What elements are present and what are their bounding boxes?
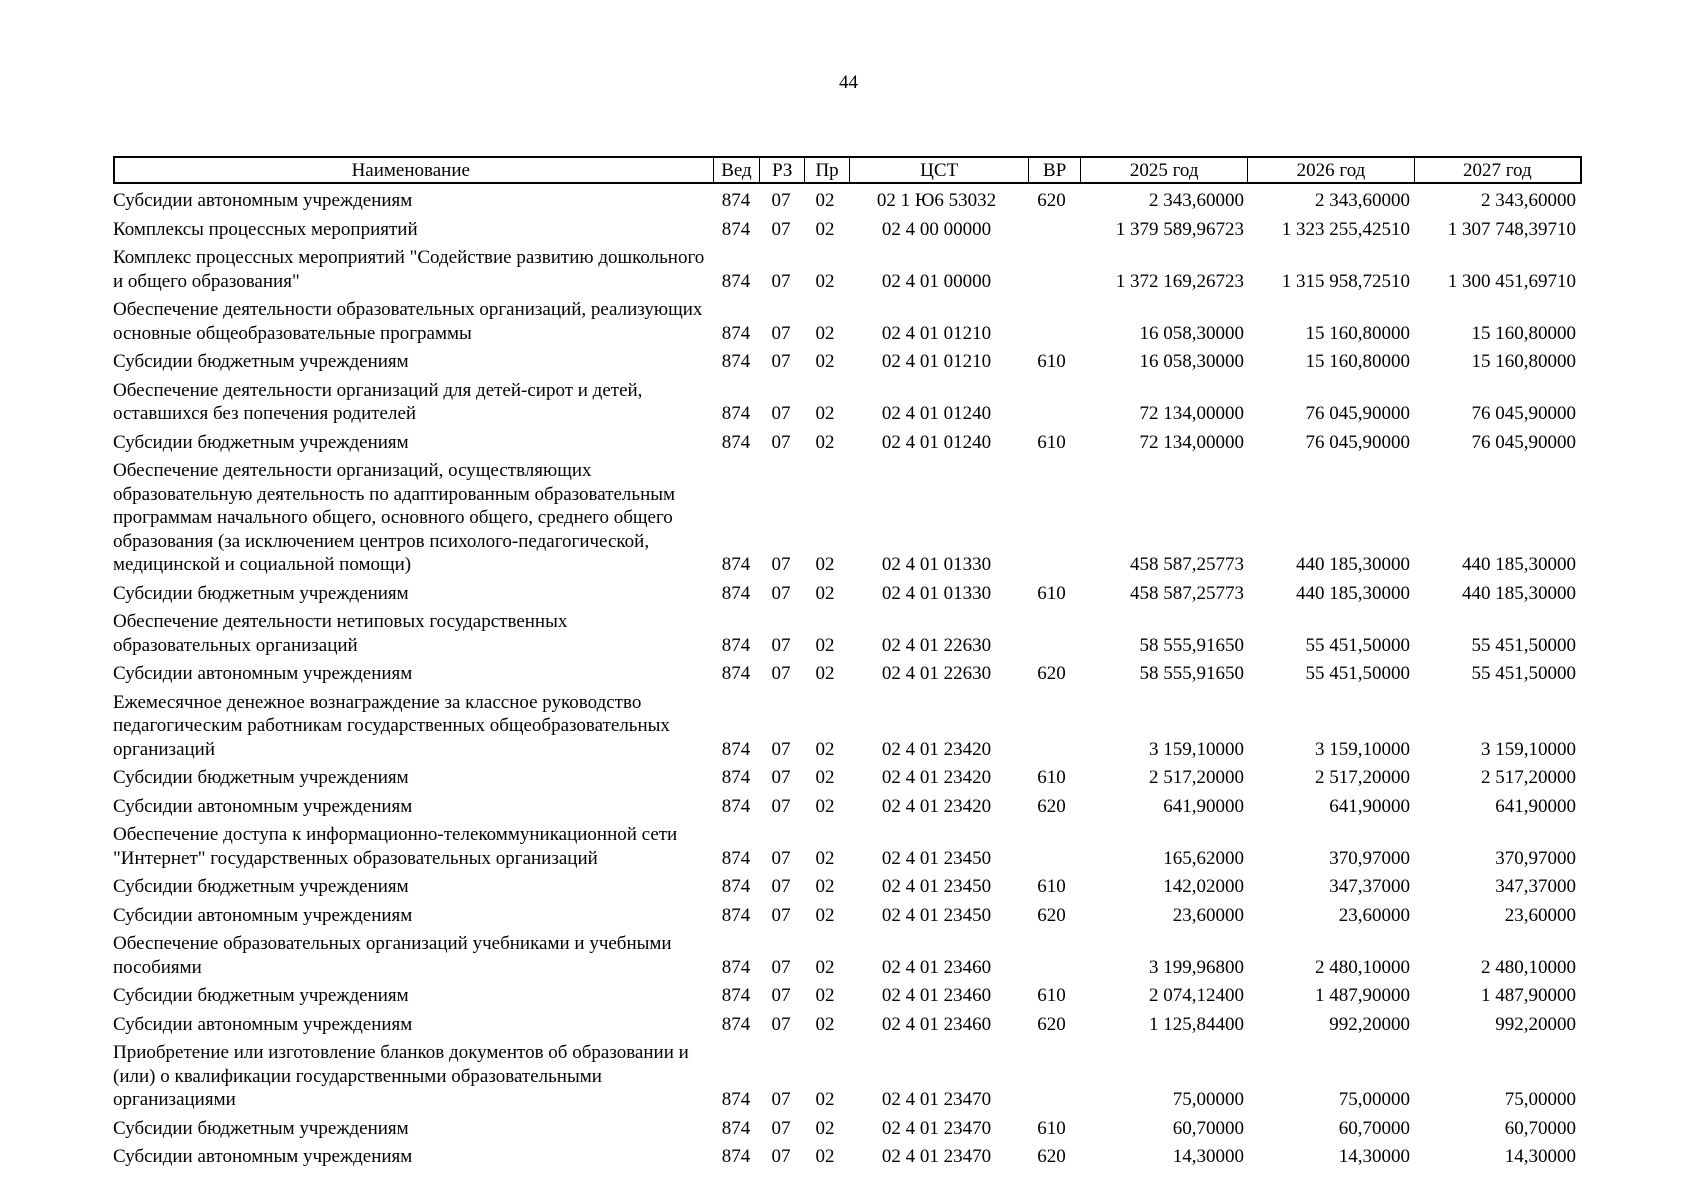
cell-rz: 07	[771, 218, 791, 240]
cell-ved: 874	[721, 904, 751, 926]
cell-cst: 02 4 01 23450	[881, 904, 992, 926]
cell-name: Субсидии автономным учреждениям	[113, 663, 413, 684]
cell-2025: 142,02000	[1163, 876, 1244, 897]
cell-2027: 370,97000	[1495, 847, 1576, 869]
cell-2025: 1 379 589,96723	[1115, 218, 1244, 240]
table-row	[113, 1041, 1582, 1112]
cell-2026: 1 315 958,72510	[1281, 270, 1410, 292]
cell-pr: 02	[815, 351, 835, 372]
cell-pr: 02	[815, 738, 835, 760]
cell-2025: 1 372 169,26723	[1115, 270, 1244, 292]
cell-2025: 16 058,30000	[1139, 322, 1244, 344]
cell-2026: 23,60000	[1338, 904, 1410, 926]
cell-rz: 07	[771, 351, 791, 372]
cell-name: Субсидии автономным учреждениям	[113, 190, 413, 211]
cell-2026: 2 480,10000	[1315, 956, 1410, 978]
cell-ved: 874	[721, 1013, 751, 1035]
page-number: 44	[839, 72, 858, 93]
cell-2027: 2 343,60000	[1481, 190, 1576, 211]
cell-name: Субсидии бюджетным учреждениям	[113, 1117, 409, 1139]
cell-2027: 3 159,10000	[1481, 738, 1576, 760]
cell-ved: 874	[721, 218, 751, 240]
cell-2026: 15 160,80000	[1305, 322, 1410, 344]
cell-2026: 440 185,30000	[1296, 554, 1410, 575]
cell-2025: 58 555,91650	[1139, 634, 1244, 656]
table-row	[113, 582, 1582, 606]
cell-2025: 14,30000	[1172, 1146, 1244, 1167]
cell-name: Обеспечение деятельности нетиповых государственных образовательных организаций	[113, 611, 568, 656]
cell-2027: 76 045,90000	[1471, 431, 1576, 453]
cell-vr: 620	[1037, 904, 1066, 926]
cell-rz: 07	[771, 1117, 791, 1139]
cell-pr: 02	[815, 582, 835, 604]
cell-pr: 02	[815, 1013, 835, 1035]
cell-pr: 02	[815, 554, 835, 575]
cell-cst: 02 4 01 23420	[881, 767, 992, 788]
cell-vr: 620	[1037, 795, 1066, 817]
cell-ved: 874	[721, 322, 751, 344]
cell-name: Ежемесячное денежное вознаграждение за классное руководство педагогическим работникам государственных общеобразовательных организаций	[113, 691, 670, 760]
cell-2027: 14,30000	[1504, 1146, 1576, 1167]
cell-ved: 874	[721, 738, 751, 760]
cell-rz: 07	[771, 795, 791, 817]
cell-rz: 07	[771, 322, 791, 344]
cell-vr: 610	[1037, 1117, 1066, 1139]
cell-rz: 07	[771, 403, 791, 424]
cell-name: Субсидии автономным учреждениям	[113, 795, 413, 817]
cell-vr: 610	[1037, 767, 1066, 788]
cell-ved: 874	[721, 270, 751, 292]
cell-2027: 15 160,80000	[1471, 322, 1576, 344]
cell-2027: 55 451,50000	[1471, 634, 1576, 656]
cell-2025: 641,90000	[1163, 795, 1244, 817]
cell-rz: 07	[771, 985, 791, 1006]
cell-2027: 1 307 748,39710	[1447, 218, 1576, 240]
cell-cst: 02 4 01 23450	[881, 847, 992, 869]
cell-pr: 02	[815, 985, 835, 1006]
cell-rz: 07	[771, 956, 791, 978]
cell-ved: 874	[721, 663, 751, 684]
cell-pr: 02	[815, 904, 835, 926]
header-cst: ЦСТ	[849, 158, 1028, 182]
header-2026: 2026 год	[1247, 158, 1413, 182]
cell-cst: 02 4 01 23470	[881, 1117, 992, 1139]
cell-vr: 620	[1037, 1146, 1066, 1167]
cell-vr: 610	[1037, 431, 1066, 453]
cell-2027: 2 480,10000	[1481, 956, 1576, 978]
cell-ved: 874	[721, 351, 751, 372]
cell-2026: 1 323 255,42510	[1281, 218, 1410, 240]
table-row	[113, 610, 1582, 657]
cell-vr: 610	[1037, 876, 1066, 897]
cell-name: Субсидии автономным учреждениям	[113, 1013, 413, 1035]
cell-cst: 02 4 01 23460	[881, 985, 992, 1006]
cell-ved: 874	[721, 876, 751, 897]
cell-name: Обеспечение доступа к информационно-телекоммуникационной сети "Интернет" государственных образовательных организаций	[113, 824, 678, 869]
table-row	[113, 459, 1582, 577]
cell-2026: 1 487,90000	[1315, 985, 1410, 1006]
header-vr: ВР	[1028, 158, 1080, 182]
cell-rz: 07	[771, 270, 791, 292]
table-row	[113, 1145, 1582, 1169]
table-row	[113, 904, 1582, 928]
cell-2026: 55 451,50000	[1305, 634, 1410, 656]
cell-cst: 02 4 01 01330	[881, 554, 992, 575]
table-row	[113, 189, 1582, 213]
cell-2026: 15 160,80000	[1305, 351, 1410, 372]
cell-2025: 2 074,12400	[1149, 985, 1244, 1006]
table-header	[113, 156, 1582, 184]
cell-pr: 02	[815, 431, 835, 453]
cell-2027: 992,20000	[1495, 1013, 1576, 1035]
header-rz: РЗ	[759, 158, 804, 182]
table-row	[113, 691, 1582, 762]
cell-ved: 874	[721, 847, 751, 869]
header-pr: Пр	[804, 158, 849, 182]
cell-2027: 440 185,30000	[1462, 582, 1576, 604]
cell-rz: 07	[771, 767, 791, 788]
table-row	[113, 875, 1582, 899]
cell-rz: 07	[771, 190, 791, 211]
cell-ved: 874	[721, 795, 751, 817]
cell-name: Субсидии бюджетным учреждениям	[113, 876, 409, 897]
budget-table	[113, 156, 1582, 1169]
cell-2025: 75,00000	[1172, 1089, 1244, 1110]
cell-rz: 07	[771, 663, 791, 684]
cell-2026: 55 451,50000	[1305, 663, 1410, 684]
cell-2027: 76 045,90000	[1471, 403, 1576, 424]
cell-2027: 60,70000	[1504, 1117, 1576, 1139]
cell-pr: 02	[815, 767, 835, 788]
table-row	[113, 823, 1582, 870]
cell-name: Приобретение или изготовление бланков документов об образовании и (или) о квалификации государственными образовательными организациями	[113, 1042, 689, 1110]
cell-cst: 02 1 Ю6 53032	[876, 190, 997, 211]
cell-cst: 02 4 01 22630	[881, 634, 992, 656]
cell-ved: 874	[721, 190, 751, 211]
cell-2026: 3 159,10000	[1315, 738, 1410, 760]
table-row	[113, 379, 1582, 426]
cell-rz: 07	[771, 1089, 791, 1110]
cell-ved: 874	[721, 403, 751, 424]
cell-rz: 07	[771, 1146, 791, 1167]
cell-cst: 02 4 01 23470	[881, 1146, 992, 1167]
cell-cst: 02 4 01 01240	[881, 403, 992, 424]
cell-pr: 02	[815, 1117, 835, 1139]
cell-2026: 14,30000	[1338, 1146, 1410, 1167]
cell-pr: 02	[815, 634, 835, 656]
cell-ved: 874	[721, 985, 751, 1006]
cell-rz: 07	[771, 738, 791, 760]
cell-2027: 55 451,50000	[1471, 663, 1576, 684]
cell-cst: 02 4 01 22630	[881, 663, 992, 684]
cell-cst: 02 4 01 23450	[881, 876, 992, 897]
cell-vr: 610	[1037, 582, 1066, 604]
cell-pr: 02	[815, 270, 835, 292]
cell-vr: 620	[1037, 663, 1066, 684]
header-ved: Вед	[713, 158, 760, 182]
cell-ved: 874	[721, 634, 751, 656]
cell-cst: 02 4 01 00000	[881, 270, 992, 292]
cell-cst: 02 4 01 23420	[881, 795, 992, 817]
cell-name: Субсидии бюджетным учреждениям	[113, 767, 409, 788]
cell-2025: 458 587,25773	[1130, 582, 1244, 604]
cell-cst: 02 4 01 01210	[881, 322, 992, 344]
cell-pr: 02	[815, 663, 835, 684]
cell-ved: 874	[721, 956, 751, 978]
cell-cst: 02 4 01 01240	[881, 431, 992, 453]
cell-2027: 1 300 451,69710	[1447, 270, 1576, 292]
cell-2025: 1 125,84400	[1149, 1013, 1244, 1035]
cell-2026: 370,97000	[1329, 847, 1410, 869]
cell-2026: 641,90000	[1329, 795, 1410, 817]
cell-2025: 2 517,20000	[1149, 767, 1244, 788]
cell-2027: 641,90000	[1495, 795, 1576, 817]
cell-2026: 2 517,20000	[1315, 767, 1410, 788]
cell-2025: 58 555,91650	[1139, 663, 1244, 684]
cell-pr: 02	[815, 1089, 835, 1110]
table-row	[113, 795, 1582, 819]
cell-2026: 75,00000	[1338, 1089, 1410, 1110]
cell-2025: 23,60000	[1172, 904, 1244, 926]
cell-2026: 440 185,30000	[1296, 582, 1410, 604]
cell-2026: 347,37000	[1329, 876, 1410, 897]
cell-pr: 02	[815, 876, 835, 897]
table-row	[113, 1117, 1582, 1141]
cell-2025: 16 058,30000	[1139, 351, 1244, 372]
cell-pr: 02	[815, 1146, 835, 1167]
cell-rz: 07	[771, 904, 791, 926]
cell-cst: 02 4 00 00000	[881, 218, 992, 240]
cell-pr: 02	[815, 956, 835, 978]
header-2025: 2025 год	[1080, 158, 1247, 182]
cell-pr: 02	[815, 847, 835, 869]
cell-2027: 2 517,20000	[1481, 767, 1576, 788]
cell-name: Субсидии бюджетным учреждениям	[113, 351, 409, 372]
cell-vr: 620	[1037, 190, 1066, 211]
cell-name: Комплекс процессных мероприятий "Содействие развитию дошкольного и общего образования"	[113, 247, 705, 292]
header-name: Наименование	[351, 159, 470, 181]
cell-ved: 874	[721, 582, 751, 604]
cell-pr: 02	[815, 795, 835, 817]
cell-ved: 874	[721, 554, 751, 575]
table-row	[113, 298, 1582, 345]
cell-rz: 07	[771, 1013, 791, 1035]
cell-vr: 620	[1037, 1013, 1066, 1035]
cell-2025: 458 587,25773	[1130, 554, 1244, 575]
cell-name: Обеспечение деятельности организаций, осуществляющих образовательную деятельность по адаптированным образовательным программам начального общего, основного общего, среднего общего образования (за исключением центров психолого-педагогической, медицинской и социальной помощи)	[113, 460, 676, 575]
cell-rz: 07	[771, 847, 791, 869]
cell-name: Субсидии бюджетным учреждениям	[113, 582, 409, 604]
cell-cst: 02 4 01 01330	[881, 582, 992, 604]
cell-cst: 02 4 01 23420	[881, 738, 992, 760]
table-row	[113, 1013, 1582, 1037]
cell-vr: 610	[1037, 985, 1066, 1006]
cell-2026: 76 045,90000	[1305, 403, 1410, 424]
cell-ved: 874	[721, 767, 751, 788]
cell-pr: 02	[815, 218, 835, 240]
cell-2026: 2 343,60000	[1315, 190, 1410, 211]
cell-cst: 02 4 01 23470	[881, 1089, 992, 1110]
cell-2025: 2 343,60000	[1149, 190, 1244, 211]
cell-name: Комплексы процессных мероприятий	[113, 218, 418, 240]
cell-2025: 72 134,00000	[1139, 403, 1244, 424]
cell-rz: 07	[771, 431, 791, 453]
table-row	[113, 984, 1582, 1008]
table-row	[113, 932, 1582, 979]
cell-2026: 60,70000	[1338, 1117, 1410, 1139]
cell-ved: 874	[721, 1117, 751, 1139]
cell-name: Субсидии автономным учреждениям	[113, 904, 413, 926]
cell-2027: 1 487,90000	[1481, 985, 1576, 1006]
cell-ved: 874	[721, 1146, 751, 1167]
cell-ved: 874	[721, 431, 751, 453]
table-row	[113, 218, 1582, 242]
cell-rz: 07	[771, 876, 791, 897]
cell-pr: 02	[815, 403, 835, 424]
cell-name: Обеспечение деятельности организаций для детей-сирот и детей, оставшихся без попечения родителей	[113, 379, 643, 424]
cell-2025: 72 134,00000	[1139, 431, 1244, 453]
cell-2027: 23,60000	[1504, 904, 1576, 926]
cell-rz: 07	[771, 634, 791, 656]
cell-2026: 992,20000	[1329, 1013, 1410, 1035]
cell-cst: 02 4 01 23460	[881, 956, 992, 978]
cell-pr: 02	[815, 190, 835, 211]
table-row	[113, 431, 1582, 455]
cell-cst: 02 4 01 23460	[881, 1013, 992, 1035]
cell-name: Обеспечение деятельности образовательных организаций, реализующих основные общеобразовательные программы	[113, 299, 703, 344]
cell-name: Субсидии бюджетным учреждениям	[113, 985, 409, 1006]
cell-2025: 60,70000	[1172, 1117, 1244, 1139]
cell-2026: 76 045,90000	[1305, 431, 1410, 453]
cell-2027: 75,00000	[1504, 1089, 1576, 1110]
cell-vr: 610	[1037, 351, 1066, 372]
table-row	[113, 246, 1582, 293]
cell-pr: 02	[815, 322, 835, 344]
cell-rz: 07	[771, 582, 791, 604]
cell-rz: 07	[771, 554, 791, 575]
cell-2027: 15 160,80000	[1471, 351, 1576, 372]
table-body	[113, 184, 1582, 1169]
cell-name: Обеспечение образовательных организаций учебниками и учебными пособиями	[113, 933, 672, 978]
cell-ved: 874	[721, 1089, 751, 1110]
cell-name: Субсидии автономным учреждениям	[113, 1146, 413, 1167]
cell-2025: 3 159,10000	[1149, 738, 1244, 760]
header-2027: 2027 год	[1414, 158, 1580, 182]
table-row	[113, 766, 1582, 790]
cell-2027: 440 185,30000	[1462, 554, 1576, 575]
table-row	[113, 662, 1582, 686]
cell-name: Субсидии бюджетным учреждениям	[113, 431, 409, 453]
table-row	[113, 350, 1582, 374]
cell-cst: 02 4 01 01210	[881, 351, 992, 372]
cell-2027: 347,37000	[1495, 876, 1576, 897]
cell-2025: 165,62000	[1163, 847, 1244, 869]
cell-2025: 3 199,96800	[1149, 956, 1244, 978]
